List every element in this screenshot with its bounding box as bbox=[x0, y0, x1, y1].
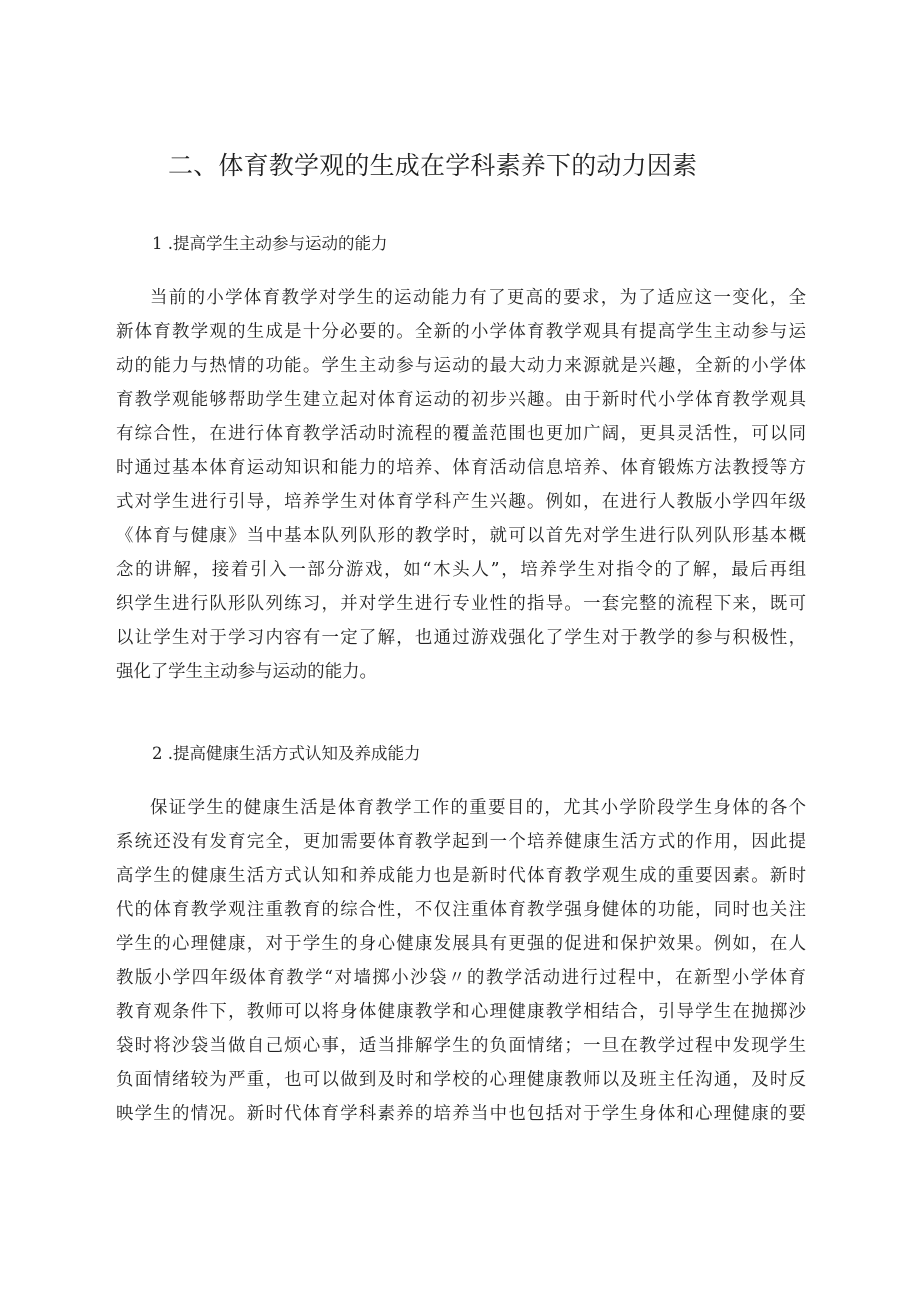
paragraph-line: 负面情绪较为严重，也可以做到及时和学校的心理健康教师以及班主任沟通，及时反 bbox=[116, 1070, 806, 1090]
paragraph-line: 当前的小学体育教学对学生的运动能力有了更高的要求，为了适应这一变化，全 bbox=[150, 288, 806, 308]
paragraph-line: 《体育与健康》当中基本队列队形的教学时，就可以首先对学生进行队列队形基本概 bbox=[116, 526, 806, 546]
section-heading-2: 2 .提高健康生活方式认知及养成能力 bbox=[152, 744, 421, 763]
paragraph-line: 强化了学生主动参与运动的能力。 bbox=[116, 662, 377, 682]
paragraph-line: 学生的心理健康，对于学生的身心健康发展具有更强的促进和保护效果。例如，在人 bbox=[116, 934, 806, 954]
paragraph-line: 育教学观能够帮助学生建立起对体育运动的初步兴趣。由于新时代小学体育教学观具 bbox=[116, 390, 806, 410]
paragraph-line: 代的体育教学观注重教育的综合性，不仅注重体育教学强身健体的功能，同时也关注 bbox=[116, 900, 806, 920]
paragraph-line: 动的能力与热情的功能。学生主动参与运动的最大动力来源就是兴趣，全新的小学体 bbox=[116, 356, 806, 376]
section-heading-1: 1 .提高学生主动参与运动的能力 bbox=[152, 234, 388, 253]
paragraph-line: 保证学生的健康生活是体育教学工作的重要目的，尤其小学阶段学生身体的各个 bbox=[150, 798, 806, 818]
paragraph-line: 以让学生对于学习内容有一定了解，也通过游戏强化了学生对于教学的参与积极性， bbox=[116, 628, 806, 648]
paragraph-line: 有综合性，在进行体育教学活动时流程的覆盖范围也更加广阔，更具灵活性，可以同 bbox=[116, 424, 806, 444]
paragraph-line: 新体育教学观的生成是十分必要的。全新的小学体育教学观具有提高学生主动参与运 bbox=[116, 322, 806, 342]
paragraph-1 bbox=[116, 281, 806, 689]
paragraph-line: 高学生的健康生活方式认知和养成能力也是新时代体育教学观生成的重要因素。新时 bbox=[116, 866, 806, 886]
paragraph-line: 织学生进行队形队列练习，并对学生进行专业性的指导。一套完整的流程下来，既可 bbox=[116, 594, 806, 614]
paragraph-line: 教版小学四年级体育教学“对墙掷小沙袋〃的教学活动进行过程中，在新型小学体育 bbox=[116, 968, 806, 988]
paragraph-2 bbox=[116, 791, 806, 1131]
paragraph-line: 时通过基本体育运动知识和能力的培养、体育活动信息培养、体育锻炼方法教授等方 bbox=[116, 458, 806, 478]
paragraph-line: 系统还没有发育完全，更加需要体育教学起到一个培养健康生活方式的作用，因此提 bbox=[116, 832, 806, 852]
paragraph-line: 映学生的情况。新时代体育学科素养的培养当中也包括对于学生身体和心理健康的要 bbox=[116, 1104, 806, 1124]
paragraph-line: 式对学生进行引导，培养学生对体育学科产生兴趣。例如，在进行人教版小学四年级 bbox=[116, 492, 806, 512]
paragraph-line: 袋时将沙袋当做自己烦心事，适当排解学生的负面情绪；一旦在教学过程中发现学生 bbox=[116, 1036, 806, 1056]
page-title: 二、体育教学观的生成在学科素养下的动力因素 bbox=[168, 151, 698, 180]
paragraph-line: 念的讲解，接着引入一部分游戏，如“木头人”，培养学生对指令的了解，最后再组 bbox=[116, 560, 806, 580]
paragraph-line: 教育观条件下，教师可以将身体健康教学和心理健康教学相结合，引导学生在抛掷沙 bbox=[116, 1002, 806, 1022]
